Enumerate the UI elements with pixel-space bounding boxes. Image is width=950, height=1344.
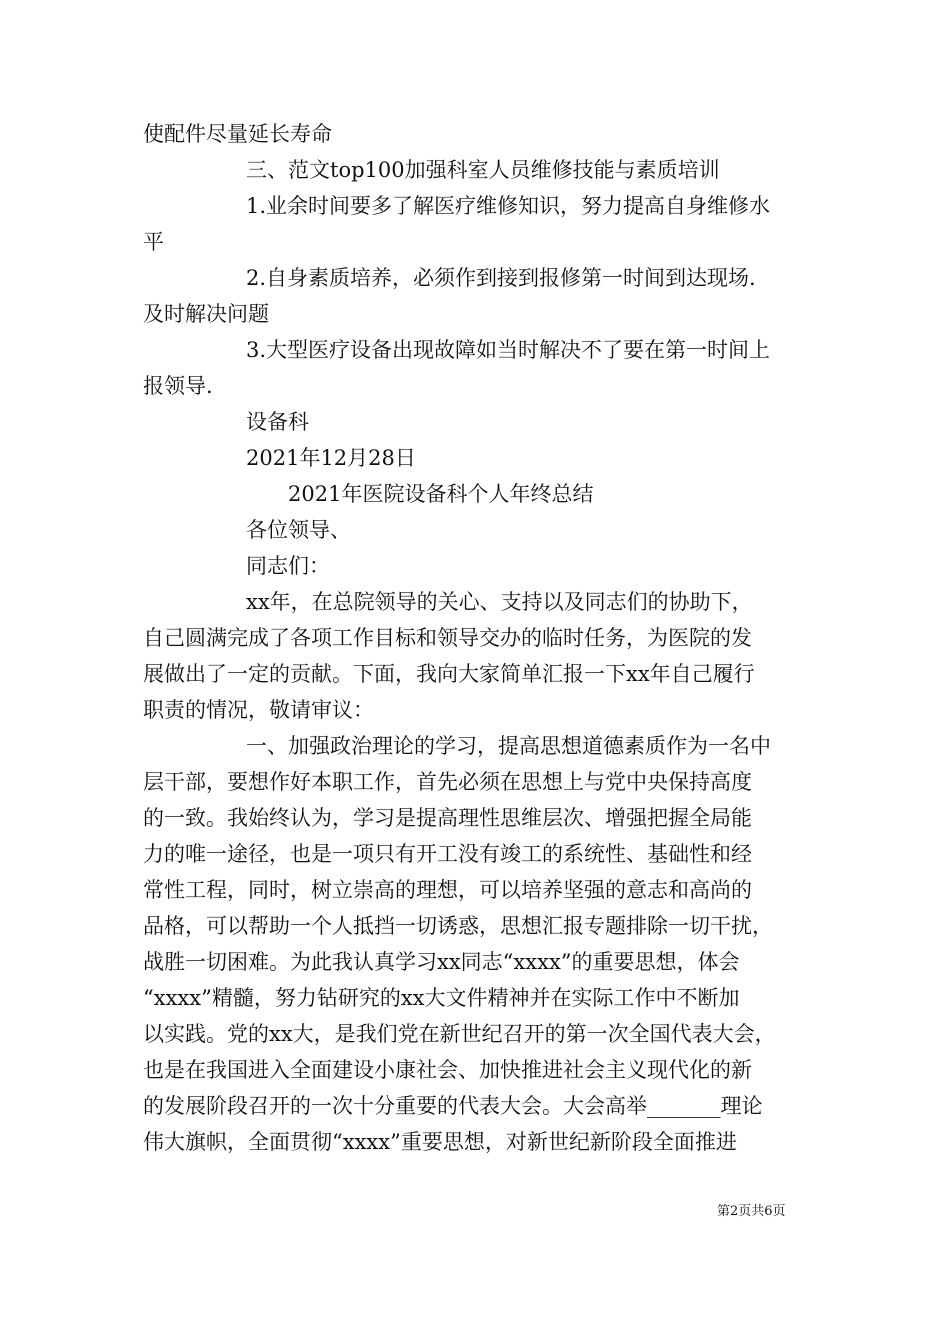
text-line: 以实践。党的xx大，是我们党在新世纪召开的第一次全国代表大会， <box>143 1022 776 1046</box>
text-line: 平 <box>143 230 164 254</box>
text-line: 使配件尽量延长寿命 <box>143 122 332 146</box>
document-body <box>143 116 811 1160</box>
paragraph-start: xx年，在总院领导的关心、支持以及同志们的协助下， <box>246 590 753 614</box>
text-line: 战胜一切困难。为此我认真学习xx同志“xxxx”的重要思想，体会 <box>143 950 740 974</box>
page-number: 第2页共6页 <box>717 1204 786 1219</box>
text-line: 力的唯一途径，也是一项只有开工没有竣工的系统性、基础性和经 <box>143 842 752 866</box>
signature-date: 2021年12月28日 <box>246 446 416 470</box>
text-line: 展做出了一定的贡献。下面，我向大家简单汇报一下xx年自己履行 <box>143 662 755 686</box>
salutation: 同志们： <box>246 554 330 578</box>
text-line: 常性工程，同时，树立崇高的理想，可以培养坚强的意志和高尚的 <box>143 878 752 902</box>
text-line: 职责的情况，敬请审议： <box>143 698 374 722</box>
text-line: 的一致。我始终认为，学习是提高理性思维层次、增强把握全局能 <box>143 806 752 830</box>
section-heading: 三、范文top100加强科室人员维修技能与素质培训 <box>246 158 720 182</box>
list-item: 3.大型医疗设备出现故障如当时解决不了要在第一时间上 <box>246 338 771 362</box>
signature-department: 设备科 <box>246 410 309 434</box>
paragraph-start: 一、加强政治理论的学习，提高思想道德素质作为一名中 <box>246 734 771 758</box>
text-line: 伟大旗帜，全面贯彻“xxxx”重要思想，对新世纪新阶段全面推进 <box>143 1130 737 1154</box>
text-line: “xxxx”精髓，努力钻研究的xx大文件精神并在实际工作中不断加 <box>143 986 740 1010</box>
text-line: 也是在我国进入全面建设小康社会、加快推进社会主义现代化的新 <box>143 1058 752 1082</box>
text-line: 品格，可以帮助一个人抵挡一切诱惑，思想汇报专题排除一切干扰， <box>143 914 773 938</box>
text-line: 及时解决问题 <box>143 302 269 326</box>
text-line: 报领导. <box>143 374 213 398</box>
text-line: 层干部，要想作好本职工作，首先必须在思想上与党中央保持高度 <box>143 770 752 794</box>
text-line: 自己圆满完成了各项工作目标和领导交办的临时任务，为医院的发 <box>143 626 752 650</box>
document-title: 2021年医院设备科个人年终总结 <box>288 482 594 506</box>
list-item: 1.业余时间要多了解医疗维修知识，努力提高自身维修水 <box>246 194 771 218</box>
salutation: 各位领导、 <box>246 518 351 542</box>
list-item: 2.自身素质培养，必须作到接到报修第一时间到达现场. <box>246 266 756 290</box>
text-line: 的发展阶段召开的一次十分重要的代表大会。大会高举_______理论 <box>143 1094 763 1118</box>
